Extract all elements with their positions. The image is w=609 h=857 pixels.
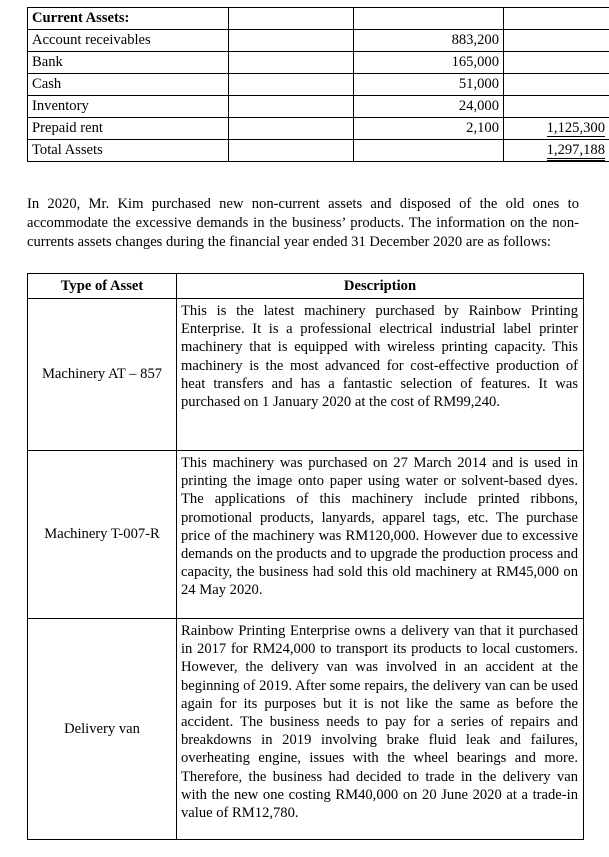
asset-type: Machinery AT – 857 <box>28 299 177 451</box>
table-cell <box>229 52 354 74</box>
table-cell <box>504 30 609 52</box>
amount-cell: 51,000 <box>354 74 504 96</box>
table-cell <box>229 118 354 140</box>
table-cell <box>229 74 354 96</box>
asset-type: Machinery T-007-R <box>28 451 177 619</box>
table-cell <box>229 8 354 30</box>
table-cell <box>504 74 609 96</box>
row-label: Inventory <box>28 96 229 118</box>
table-cell <box>354 140 504 162</box>
table-cell <box>504 96 609 118</box>
table-header-row <box>28 274 584 299</box>
table-row <box>28 140 609 162</box>
table-cell <box>229 30 354 52</box>
row-label: Bank <box>28 52 229 74</box>
total-cell <box>504 140 609 162</box>
table-row <box>28 52 609 74</box>
row-label: Total Assets <box>28 140 229 162</box>
asset-description: This is the latest machinery purchased by Rainbow Printing Enterprise. It is a professional electrical industrial label printer machinery that is equipped with wireless printing capacity. This machinery is the most advanced for cost-effective production of heat transfers and has a fantastic selection of features. It was purchased on 1 January 2020 at the cost of RM99,240. <box>177 299 584 451</box>
subtotal-value: 1,125,300 <box>546 120 605 136</box>
table-row <box>28 74 609 96</box>
table-cell <box>504 8 609 30</box>
table-row <box>28 299 584 451</box>
asset-type: Delivery van <box>28 619 177 840</box>
table-row <box>28 451 584 619</box>
row-label: Prepaid rent <box>28 118 229 140</box>
table-row <box>28 118 609 140</box>
row-label: Account receivables <box>28 30 229 52</box>
table-row <box>28 619 584 840</box>
amount-cell: 165,000 <box>354 52 504 74</box>
amount-cell: 883,200 <box>354 30 504 52</box>
asset-description: This machinery was purchased on 27 March 2014 and is used in printing the image onto paper using water or solvent-based dyes. The applications of this machinery include printed ribbons, promotional products, lanyards, apparel tags, etc. The purchase price of the machinery was RM120,000. However due to excessive demands on the products and to upgrade the production process and capacity, the business had sold this old machinery at RM45,000 on 24 May 2020. <box>177 451 584 619</box>
amount-cell: 24,000 <box>354 96 504 118</box>
intro-paragraph: In 2020, Mr. Kim purchased new non-current assets and disposed of the old ones to accommodate the excessive demands in the business’ products. The information on the non-currents assets changes during the financial year ended 31 December 2020 are as follows: <box>27 195 579 251</box>
table-cell <box>229 140 354 162</box>
assets-table <box>27 7 609 162</box>
column-header-type: Type of Asset <box>28 274 177 299</box>
column-header-description: Description <box>177 274 584 299</box>
table-cell <box>504 52 609 74</box>
asset-changes-table <box>27 273 584 840</box>
table-cell <box>229 96 354 118</box>
row-label: Cash <box>28 74 229 96</box>
subtotal-cell <box>504 118 609 140</box>
table-row <box>28 8 609 30</box>
total-value: 1,297,188 <box>547 142 605 161</box>
table-row <box>28 30 609 52</box>
asset-description: Rainbow Printing Enterprise owns a delivery van that it purchased in 2017 for RM24,000 to transport its products to local customers. However, the delivery van was involved in an accident at the beginning of 2019. After some repairs, the delivery van can be used again for its purposes but it is not like the same as before the accident. The business needs to pay for a series of repairs and breakdowns in 2019 involving brake fluid leak and failures, overheating engine, issues with the wheel bearings and more. Therefore, the business had decided to trade in the delivery van with the new one costing RM40,000 on 20 June 2020 at a trade-in value of RM12,780. <box>177 619 584 840</box>
table-cell <box>354 8 504 30</box>
section-heading: Current Assets: <box>28 8 229 30</box>
table-row <box>28 96 609 118</box>
amount-cell: 2,100 <box>354 118 504 140</box>
